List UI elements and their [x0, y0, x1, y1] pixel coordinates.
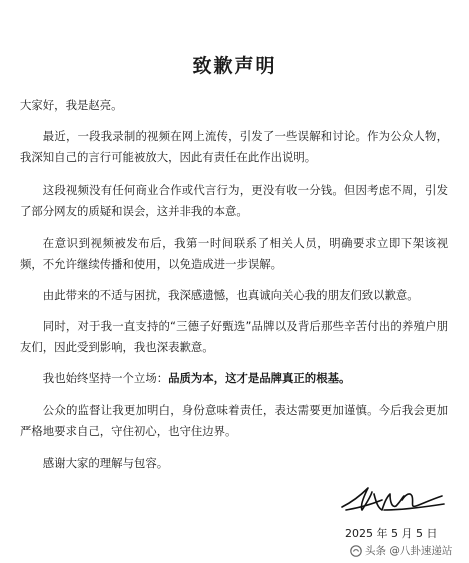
document-title: 致歉声明: [192, 55, 277, 77]
paragraph-3: 在意识到视频被发布后，我第一时间联系了相关人员，明确要求立即下架该视频，不允许继续传播和使用，以免造成进一步误解。: [20, 236, 448, 271]
paragraph-4: 由此带来的不适与困扰，我深感遗憾，也真诚向关心我的朋友们致以歉意。: [42, 288, 419, 302]
closing: 感谢大家的理解与包容。: [42, 456, 169, 470]
stance-bold: 品质为本，这才是品牌真正的根基。: [168, 371, 351, 385]
stance-prefix: 我也始终坚持一个立场：: [42, 371, 169, 385]
paragraph-1: 最近，一段我录制的视频在网上流传，引发了一些误解和讨论。作为公众人物，我深知自己的言行可能被放大，因此有责任在此作出说明。: [20, 129, 448, 164]
paragraph-stance: [20, 368, 448, 389]
paragraph-5: 同时，对于我一直支持的“三德子好甄选”品牌以及背后那些辛苦付出的养殖户朋友们，因此受到影响，我也深表歉意。: [20, 319, 448, 354]
handwritten-signature-icon: [338, 480, 448, 516]
sohu-logo-icon: [350, 545, 362, 557]
watermark-text: 头条 @八卦速递站: [365, 545, 453, 557]
paragraph-2: 这段视频没有任何商业合作或代言行为，更没有收一分钱。但因考虑不周，引发了部分网友的质疑和误会，这并非我的本意。: [20, 183, 448, 218]
statement-date: 2025 年 5 月 5 日: [345, 527, 438, 540]
paragraph-6: 公众的监督让我更加明白，身份意味着责任，表达需要更加谨慎。今后我会更加严格地要求自己，守住初心，也守住边界。: [20, 403, 448, 438]
watermark: [350, 544, 452, 558]
greeting: 大家好，我是赵亮。: [20, 98, 123, 112]
